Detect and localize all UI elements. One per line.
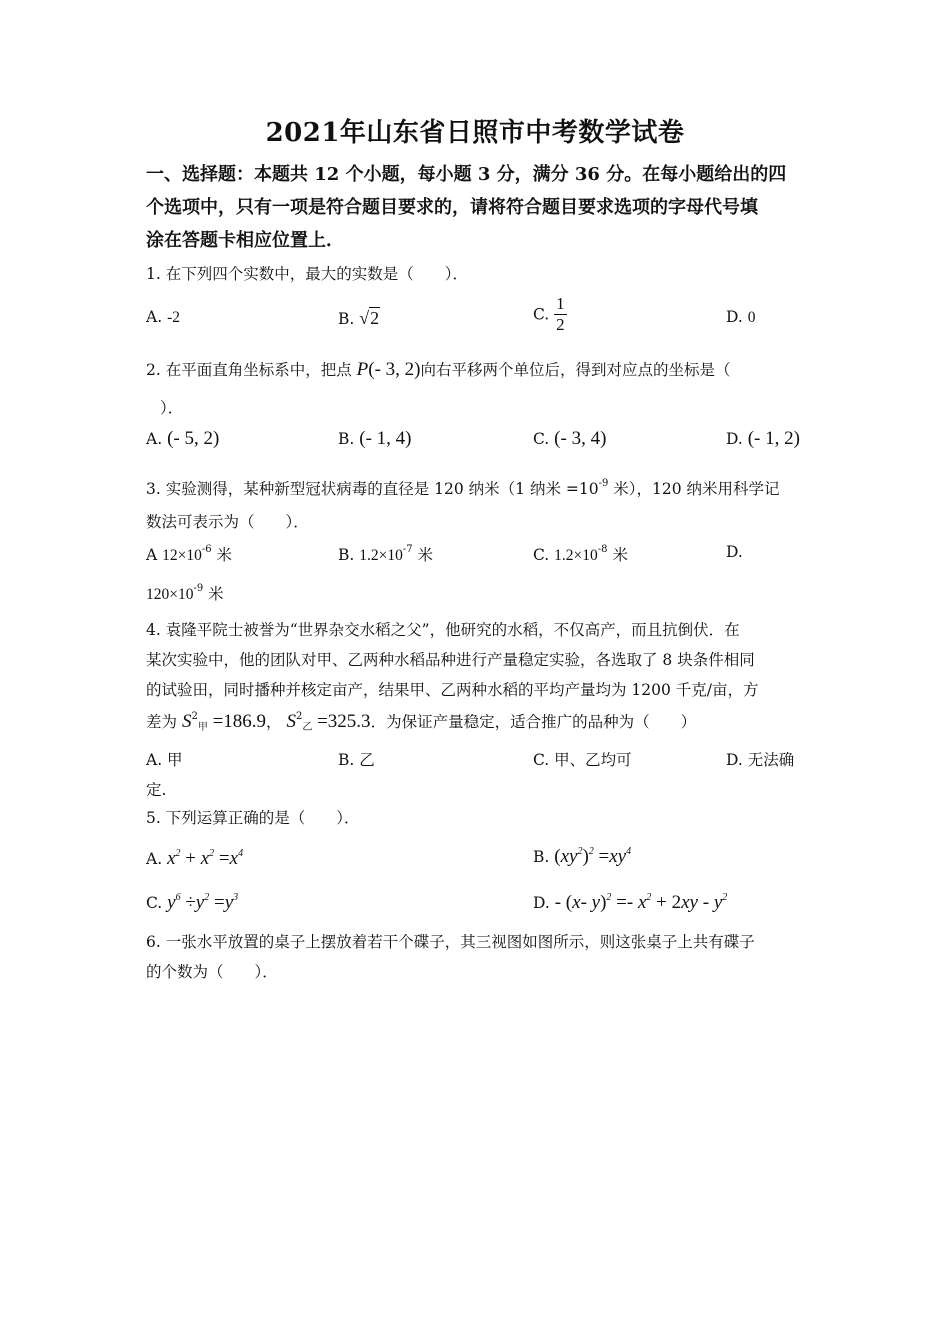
q5-c-expression: $y^6 \div y^2 =y^3$ [167, 892, 239, 913]
q2-option-a [146, 428, 219, 450]
q2-stem-pre: 2. 在平面直角坐标系中，把点 [146, 361, 357, 379]
q3-d-exponent: -9 [193, 583, 204, 594]
q1-option-a [146, 308, 180, 327]
q1-c-numerator: 1 [556, 294, 565, 313]
q2-d-value: (- 1, 2) [747, 428, 800, 449]
q3-stem-exponent: -9 [598, 478, 609, 489]
q4-s2-symbol: S [286, 711, 296, 732]
q1-stem: 1. 在下列四个实数中，最大的实数是（ ）． [146, 265, 468, 283]
q3-b-exponent: -7 [402, 544, 413, 555]
q5-option-c [146, 892, 238, 914]
q5-d-label: D. [533, 894, 555, 912]
q5-b-expression: $(xy^2)^2 =xy^4$ [554, 846, 632, 867]
q2-point-name: P [356, 359, 369, 380]
q1-a-label: A. [146, 308, 168, 326]
q2-point-coord: (- 3, 2) [368, 359, 421, 380]
q3-c-unit: 米 [607, 546, 628, 564]
q4-line-3: 的试验田，同时播种并核定亩产，结果甲、乙两种水稻的平均产量均为 1200 千克/亩，方 [146, 681, 759, 699]
q3-option-a [146, 543, 232, 565]
q1-option-b [338, 308, 380, 329]
q3-d-base: 120×10 [146, 586, 194, 603]
q3-c-label: C. [533, 546, 555, 564]
q4-s1-sup: 2 [191, 711, 198, 722]
q3-option-c [533, 543, 628, 565]
q5-b-label: B. [533, 848, 555, 866]
q4-option-a: A. 甲 [146, 751, 183, 769]
q2-option-c [533, 428, 606, 450]
q4-line-4 [146, 710, 696, 733]
q4-s1-sub: 甲 [197, 722, 208, 733]
q6-line-1: 6. 一张水平放置的桌子上摆放着若干个碟子，其三视图如图所示，则这张桌子上共有碟子 [146, 933, 755, 951]
q1-c-denominator: 2 [556, 315, 565, 334]
q3-d-label: D. [726, 543, 743, 561]
q4-s2-value: =325.3 [312, 711, 371, 732]
q3-b-unit: 米 [412, 546, 434, 564]
q4-s2-sub: 乙 [302, 722, 313, 733]
q5-stem: 5. 下列运算正确的是（ ）． [146, 809, 360, 827]
q3-stem-cont: 数法可表示为（ ）． [146, 513, 309, 531]
q3-stem-post: 米），120 纳米用科学记 [608, 480, 780, 498]
q1-d-value: 0 [747, 309, 756, 326]
q3-d-unit: 米 [203, 585, 224, 603]
q4-s2-sup: 2 [295, 711, 303, 722]
q2-option-b [338, 428, 411, 450]
q2-c-value: (- 3, 4) [554, 428, 607, 449]
q5-a-label: A. [146, 850, 168, 868]
q4-s1-value: =186.9 [207, 711, 267, 732]
q3-stem-pre: 3. 实验测得，某种新型冠状病毒的直径是 120 纳米（1 纳米 =10 [146, 480, 599, 498]
q2-a-value: (- 5, 2) [167, 428, 220, 449]
q3-a-label: A [146, 546, 163, 564]
q2-stem [146, 358, 731, 381]
q1-d-label: D. [726, 308, 748, 326]
q3-b-label: B. [338, 546, 360, 564]
q2-a-label: A. [146, 430, 168, 448]
q5-d-expression: - (x- $y)^2 =- x^2 + 2xy - y^2$ [554, 892, 728, 913]
q4-line-2: 某次实验中，他的团队对甲、乙两种水稻品种进行产量稳定实验，各选取了 8 块条件相同 [146, 651, 755, 669]
q1-c-fraction [554, 294, 567, 335]
q4-line4-post: ．为保证产量稳定，适合推广的品种为（ ） [370, 713, 697, 731]
q2-d-label: D. [726, 430, 748, 448]
exam-title: 2021年山东省日照市中考数学试卷 [265, 118, 685, 148]
q2-stem-post: 向右平移两个单位后，得到对应点的坐标是（ [420, 361, 731, 379]
q1-b-label: B. [338, 310, 360, 328]
q3-a-base: 12×10 [162, 547, 202, 564]
q3-c-base: 1.2×10 [554, 547, 598, 564]
q3-option-d-value [146, 582, 224, 604]
q4-separator: ， [266, 713, 287, 731]
q3-option-d [726, 543, 743, 561]
q1-a-value: -2 [167, 309, 180, 326]
q5-option-a [146, 848, 243, 870]
q2-c-label: C. [533, 430, 555, 448]
q4-line4-pre: 差为 [146, 713, 182, 731]
section-instructions [146, 158, 811, 257]
q1-c-label: C. [533, 305, 555, 324]
q5-c-label: C. [146, 894, 168, 912]
q4-s1-symbol: S [181, 711, 192, 732]
q3-stem [146, 477, 780, 499]
q5-option-b [533, 846, 631, 868]
q4-option-d-cont: 定. [146, 781, 167, 799]
q5-a-expression: $x^2 + x^2 =x^4$ [167, 848, 244, 869]
q4-line-1: 4. 袁隆平院士被誉为“世界杂交水稻之父”，他研究的水稻，不仅高产，而且抗倒伏．在 [146, 621, 740, 639]
q2-option-d [726, 428, 800, 450]
section-line-1: 一、选择题：本题共 12 个小题，每小题 3 分，满分 36 分。在每小题给出的四 [146, 164, 787, 185]
q3-a-unit: 米 [211, 546, 233, 564]
q3-option-b [338, 543, 433, 565]
q5-option-d [533, 892, 727, 914]
q6-line-2: 的个数为（ ）． [146, 963, 278, 981]
q1-b-radicand: 2 [370, 308, 380, 328]
sqrt-icon: √2 [359, 308, 380, 328]
q1-option-d [726, 308, 755, 327]
q3-a-exponent: -6 [201, 544, 212, 555]
q1-option-c [533, 294, 567, 335]
q3-b-base: 1.2×10 [359, 547, 403, 564]
section-line-3: 涂在答题卡相应位置上． [146, 230, 344, 251]
q4-option-d: D. 无法确 [726, 751, 795, 769]
q2-stem-cont: ）． [160, 399, 184, 417]
q4-option-b: B. 乙 [338, 751, 375, 769]
section-line-2: 个选项中，只有一项是符合题目要求的，请将符合题目要求选项的字母代号填 [146, 197, 758, 218]
q4-option-c: C. 甲、乙均可 [533, 751, 632, 769]
q2-b-value: (- 1, 4) [359, 428, 412, 449]
q2-b-label: B. [338, 430, 360, 448]
q3-c-exponent: -8 [597, 544, 608, 555]
